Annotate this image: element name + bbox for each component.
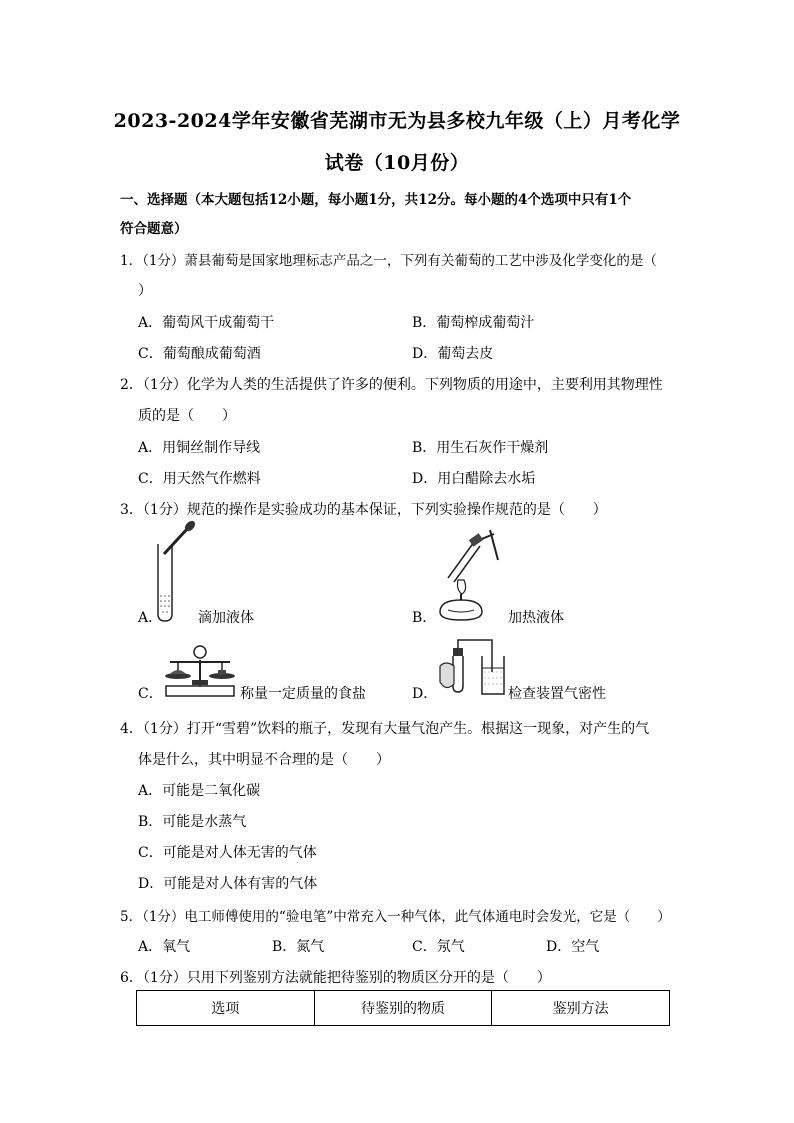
q2-option-a: A．用铜丝制作导线 (138, 440, 261, 456)
q6-options-table (136, 990, 670, 1026)
q2-option-d: D．用白醋除去水垢 (412, 471, 536, 487)
q3-option-d-letter: D． (412, 686, 438, 702)
q3-option-c-letter: C． (138, 686, 163, 702)
q2-stem-line2: 质的是（ ） (138, 408, 236, 424)
table-header-row (137, 991, 670, 1026)
q5-option-d: D．空气 (546, 939, 600, 955)
q6-stem: 6．（1分）只用下列鉴别方法就能把待鉴别的物质区分开的是（ ） (120, 970, 551, 986)
q2-option-b: B．用生石灰作干燥剂 (412, 440, 549, 456)
q4-option-c: C．可能是对人体无害的气体 (138, 845, 317, 861)
heating-liquid-figure (434, 520, 504, 624)
q3-option-d-text: 检查装置气密性 (508, 686, 606, 702)
q5-option-c: C．氖气 (412, 939, 465, 955)
q2-option-c: C．用天然气作燃料 (138, 471, 261, 487)
q4-stem-line2: 体是什么，其中明显不合理的是（ ） (138, 752, 390, 768)
q1-stem-line2: ） (138, 283, 152, 299)
q3-option-c-text: 称量一定质量的食盐 (240, 686, 366, 702)
q1-option-c: C．葡萄酿成葡萄酒 (138, 346, 261, 362)
q5-option-b: B．氮气 (272, 939, 325, 955)
q4-option-a: A．可能是二氧化碳 (138, 783, 261, 799)
q1-option-b: B．葡萄榨成葡萄汁 (412, 315, 535, 331)
q5-stem: 5．（1分）电工师傅使用的“验电笔”中常充入一种气体，此气体通电时会发光，它是（ ） (120, 909, 671, 925)
q3-option-b-letter: B． (412, 610, 437, 626)
table-header-cell: 选项 (137, 991, 315, 1026)
q3-option-a-text: 滴加液体 (198, 610, 254, 626)
exam-title-line1: 2023-2024学年安徽省芜湖市无为县多校九年级（上）月考化学 (113, 110, 681, 132)
q3-option-a-letter: A． (138, 610, 163, 626)
table-header-cell: 待鉴别的物质 (314, 991, 492, 1026)
q4-option-d: D．可能是对人体有害的气体 (138, 876, 318, 892)
balance-scale-figure (158, 640, 242, 700)
q4-option-b: B．可能是水蒸气 (138, 814, 247, 830)
table-header-cell: 鉴别方法 (492, 991, 670, 1026)
exam-title-line2: 试卷（10月份） (324, 152, 470, 174)
q3-option-b-text: 加热液体 (508, 610, 564, 626)
q4-stem-line1: 4．（1分）打开“雪碧”饮料的瓶子，发现有大量气泡产生。根据这一现象，对产生的气 (120, 721, 650, 737)
q2-stem-line1: 2．（1分）化学为人类的生活提供了许多的便利。下列物质的用途中，主要利用其物理性 (120, 377, 663, 393)
q1-option-a: A．葡萄风干成葡萄干 (138, 315, 275, 331)
q1-option-d: D．葡萄去皮 (412, 346, 494, 362)
q1-stem-line1: 1．（1分）萧县葡萄是国家地理标志产品之一，下列有关葡萄的工艺中涉及化学变化的是（ (120, 253, 657, 269)
section-heading-line1: 一、选择题（本大题包括12小题，每小题1分，共12分。每小题的4个选项中只有1个 (120, 192, 632, 208)
q5-option-a: A．氧气 (138, 939, 191, 955)
airtightness-check-figure (436, 632, 508, 702)
q3-stem: 3．（1分）规范的操作是实验成功的基本保证，下列实验操作规范的是（ ） (120, 502, 607, 518)
section-heading-line2: 符合题意） (120, 221, 188, 237)
